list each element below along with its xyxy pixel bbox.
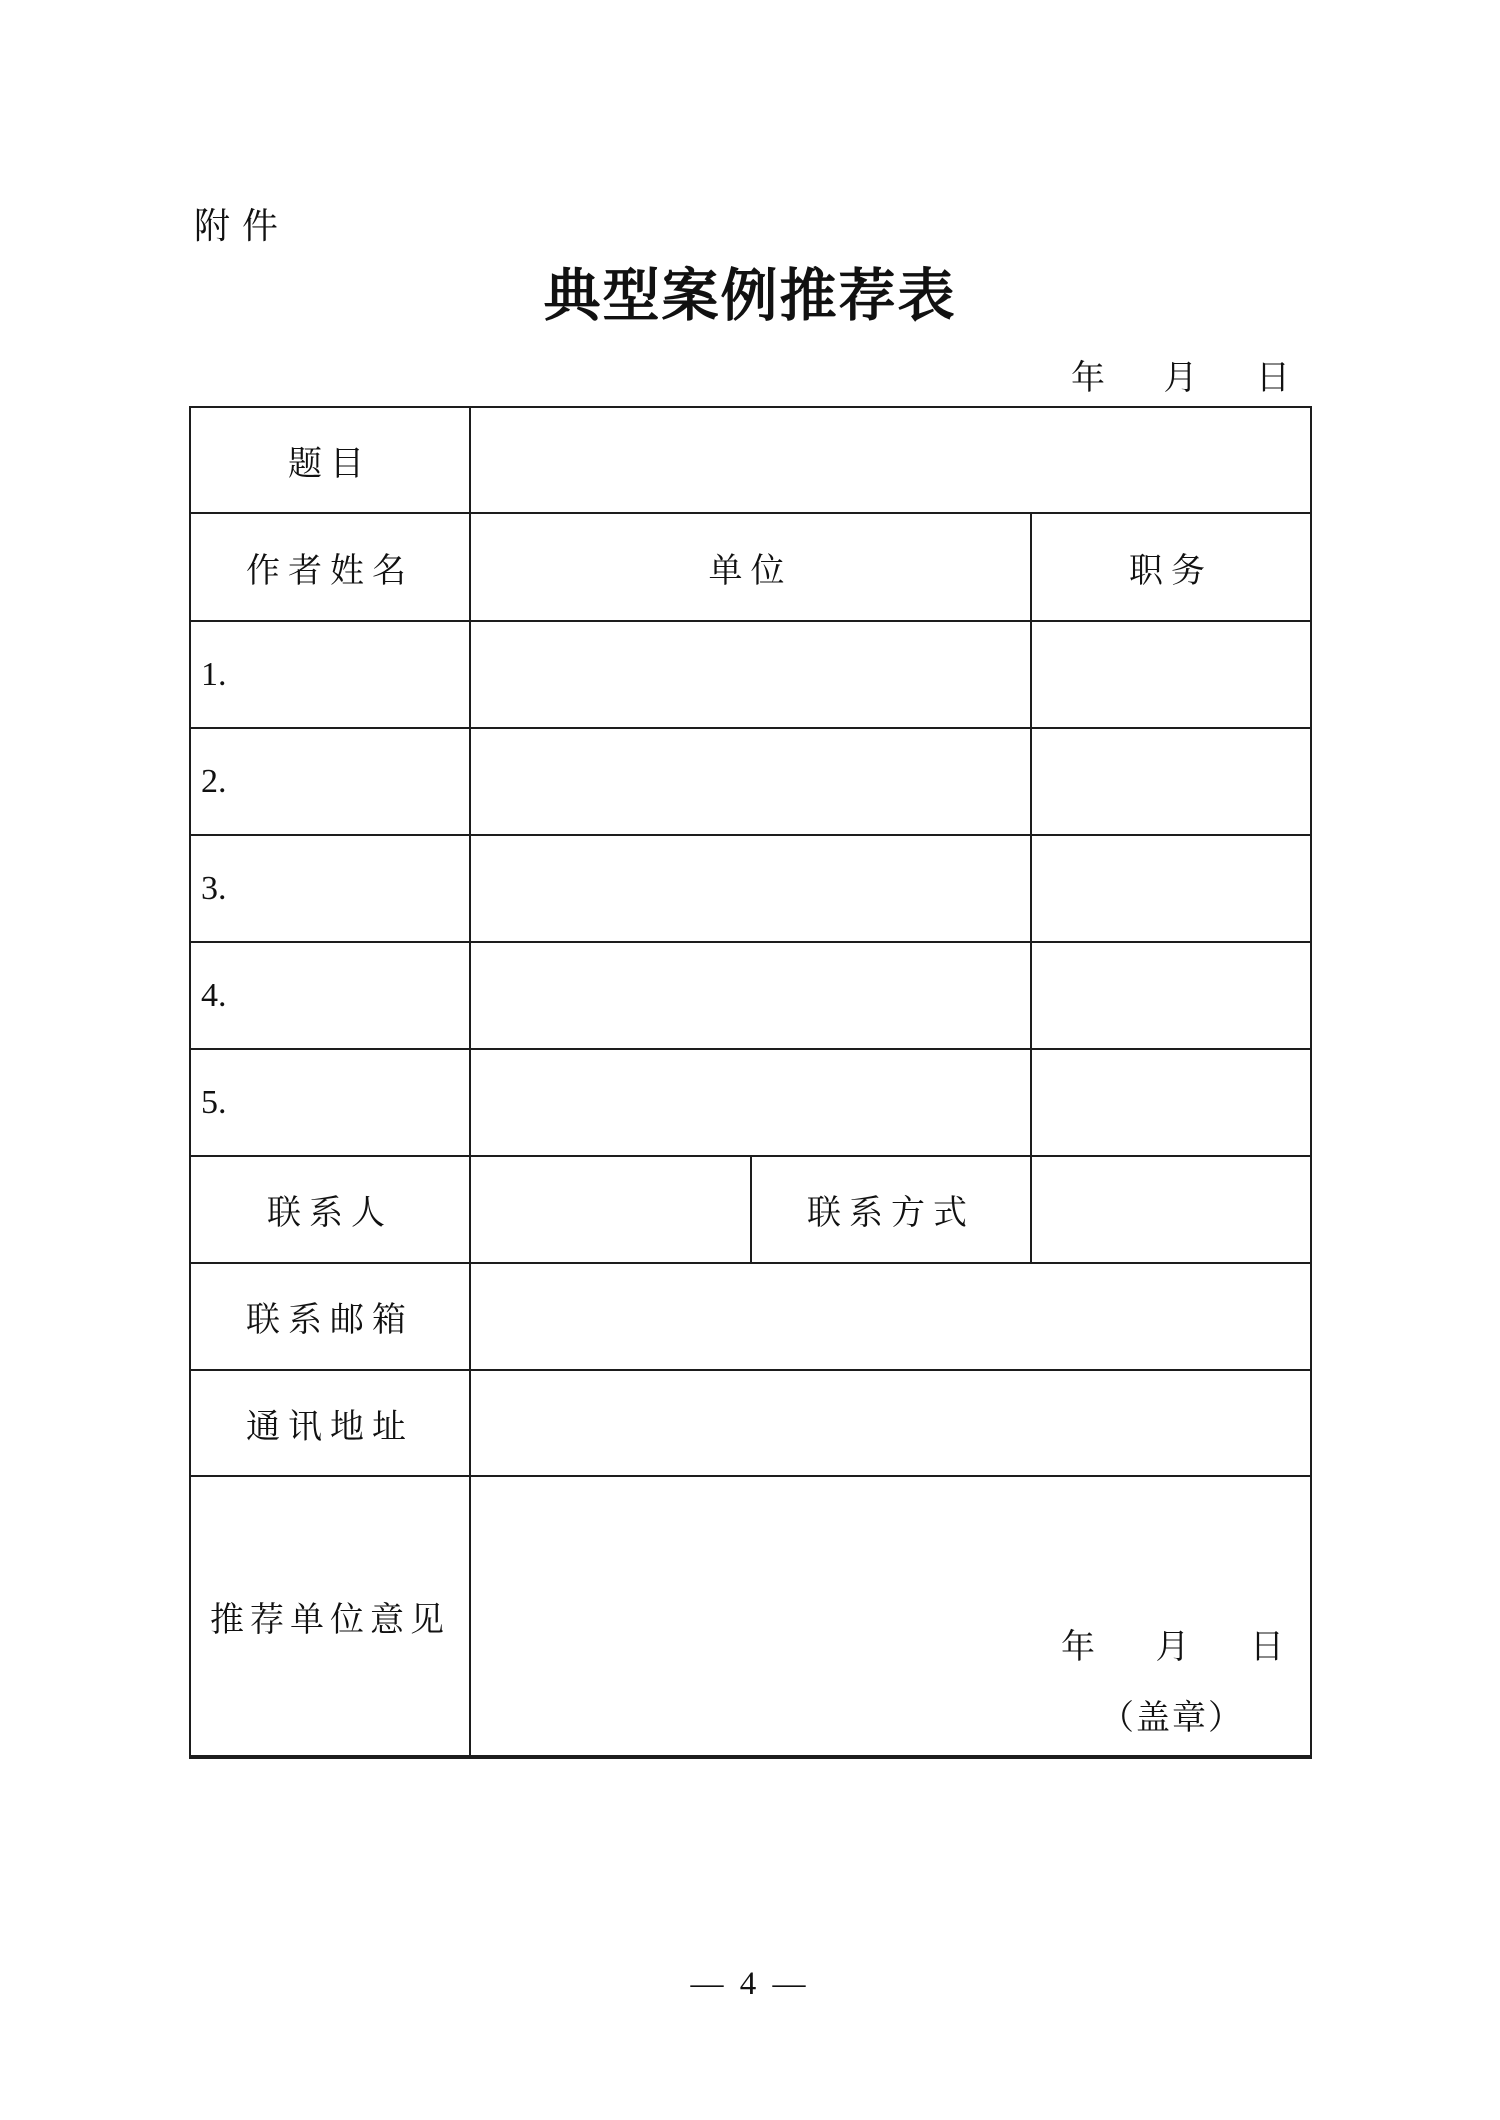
page-number: — 4 —	[690, 1966, 810, 2002]
author-unit-cell	[471, 943, 1032, 1050]
author-row-number: 4.	[191, 943, 471, 1050]
recommendation-label-cell: 推荐单位意见	[191, 1477, 471, 1755]
author-row-number: 5.	[191, 1050, 471, 1157]
address-label-cell: 通讯地址	[191, 1371, 471, 1477]
author-name-header: 作者姓名	[191, 514, 471, 622]
recommendation-seal: （盖章）	[1100, 1700, 1244, 1737]
author-duty-cell	[1032, 729, 1310, 836]
author-duty-cell	[1032, 622, 1310, 729]
author-duty-cell	[1032, 836, 1310, 943]
author-unit-cell	[471, 622, 1032, 729]
author-unit-cell	[471, 836, 1032, 943]
contact-method-value-cell	[1032, 1157, 1310, 1264]
subject-label-cell: 题目	[191, 408, 471, 514]
subject-input-cell	[471, 408, 1310, 514]
author-row-number: 1.	[191, 622, 471, 729]
contact-value-cell	[471, 1157, 752, 1264]
unit-header: 单位	[471, 514, 1032, 622]
contact-label-cell: 联系人	[191, 1157, 471, 1264]
author-row-number: 2.	[191, 729, 471, 836]
author-unit-cell	[471, 1050, 1032, 1157]
author-duty-cell	[1032, 1050, 1310, 1157]
page-title: 典型案例推荐表	[543, 265, 957, 328]
author-duty-cell	[1032, 943, 1310, 1050]
recommendation-content-cell	[471, 1477, 1310, 1755]
author-row-number: 3.	[191, 836, 471, 943]
attachment-label: 附件	[194, 206, 291, 246]
email-label-cell: 联系邮箱	[191, 1264, 471, 1371]
duty-header: 职务	[1032, 514, 1310, 622]
recommendation-form-table	[189, 406, 1312, 1759]
top-date-line: 年 月 日	[1071, 360, 1292, 397]
email-value-cell	[471, 1264, 1310, 1371]
address-value-cell	[471, 1371, 1310, 1477]
recommendation-date-line: 年 月 日	[1061, 1629, 1286, 1666]
contact-method-label-cell: 联系方式	[752, 1157, 1032, 1264]
author-unit-cell	[471, 729, 1032, 836]
